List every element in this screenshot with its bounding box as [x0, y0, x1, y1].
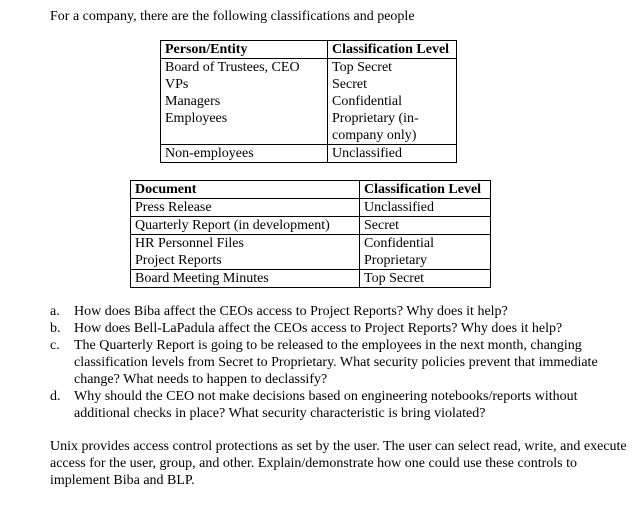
- table-cell: HR Personnel Files: [131, 235, 360, 253]
- table-header-row: [131, 181, 491, 199]
- table-row: [161, 110, 457, 145]
- column-header: Document: [131, 181, 360, 199]
- list-marker: d.: [50, 389, 61, 404]
- table-row: [161, 145, 457, 163]
- table-row: [161, 93, 457, 110]
- table-cell: Proprietary: [360, 252, 491, 270]
- closing-paragraph: Unix provides access control protections as set by the user. The user can select read, write, and execute access for the user, group, and other. Explain/demonstrate how one could use these controls to implement Biba and BLP.: [50, 439, 627, 488]
- list-marker: c.: [50, 338, 60, 353]
- table-cell: Project Reports: [131, 252, 360, 270]
- list-item: [50, 388, 620, 422]
- table-cell: Non-employees: [161, 145, 328, 163]
- column-header: Classification Level: [328, 41, 457, 59]
- table-cell: Confidential: [360, 235, 491, 253]
- table-row: [131, 270, 491, 288]
- table-cell: Managers: [161, 93, 328, 110]
- table-cell: Quarterly Report (in development): [131, 217, 360, 235]
- document-classification-table: [130, 180, 491, 288]
- table-row: [131, 217, 491, 235]
- table-row: [161, 76, 457, 93]
- person-classification-table: [160, 40, 457, 163]
- table-header-row: [161, 41, 457, 59]
- table-cell: Confidential: [328, 93, 457, 110]
- table-row: [161, 59, 457, 77]
- list-item: [50, 320, 620, 337]
- question-text: Why should the CEO not make decisions based on engineering notebooks/reports without additional checks in place? What security characteristic is bring violated?: [74, 389, 578, 421]
- table-cell: Top Secret: [360, 270, 491, 288]
- question-text: The Quarterly Report is going to be released to the employees in the next month, changing classification levels from Secret to Proprietary. What security policies prevent that immediate change? What needs to happen to declassify?: [74, 338, 598, 387]
- table-cell: Secret: [360, 217, 491, 235]
- column-header: Person/Entity: [161, 41, 328, 59]
- table-row: [131, 252, 491, 270]
- table-cell: Top Secret: [328, 59, 457, 77]
- table-row: [131, 199, 491, 217]
- table-cell: Board Meeting Minutes: [131, 270, 360, 288]
- column-header: Classification Level: [360, 181, 491, 199]
- table-cell: VPs: [161, 76, 328, 93]
- intro-text: For a company, there are the following classifications and people: [50, 9, 415, 24]
- question-text: How does Biba affect the CEOs access to Project Reports? Why does it help?: [74, 304, 508, 319]
- question-text: How does Bell-LaPadula affect the CEOs access to Project Reports? Why does it help?: [74, 321, 563, 336]
- list-item: [50, 303, 620, 320]
- question-list: [50, 303, 620, 422]
- table-cell: Unclassified: [328, 145, 457, 163]
- list-item: [50, 337, 620, 388]
- list-marker: b.: [50, 321, 61, 336]
- table-cell: Employees: [161, 110, 328, 145]
- table-row: [131, 235, 491, 253]
- table-cell: Proprietary (in-company only): [328, 110, 457, 145]
- list-marker: a.: [50, 304, 60, 319]
- table-cell: Secret: [328, 76, 457, 93]
- table-cell: Board of Trustees, CEO: [161, 59, 328, 77]
- table-cell: Unclassified: [360, 199, 491, 217]
- table-cell: Press Release: [131, 199, 360, 217]
